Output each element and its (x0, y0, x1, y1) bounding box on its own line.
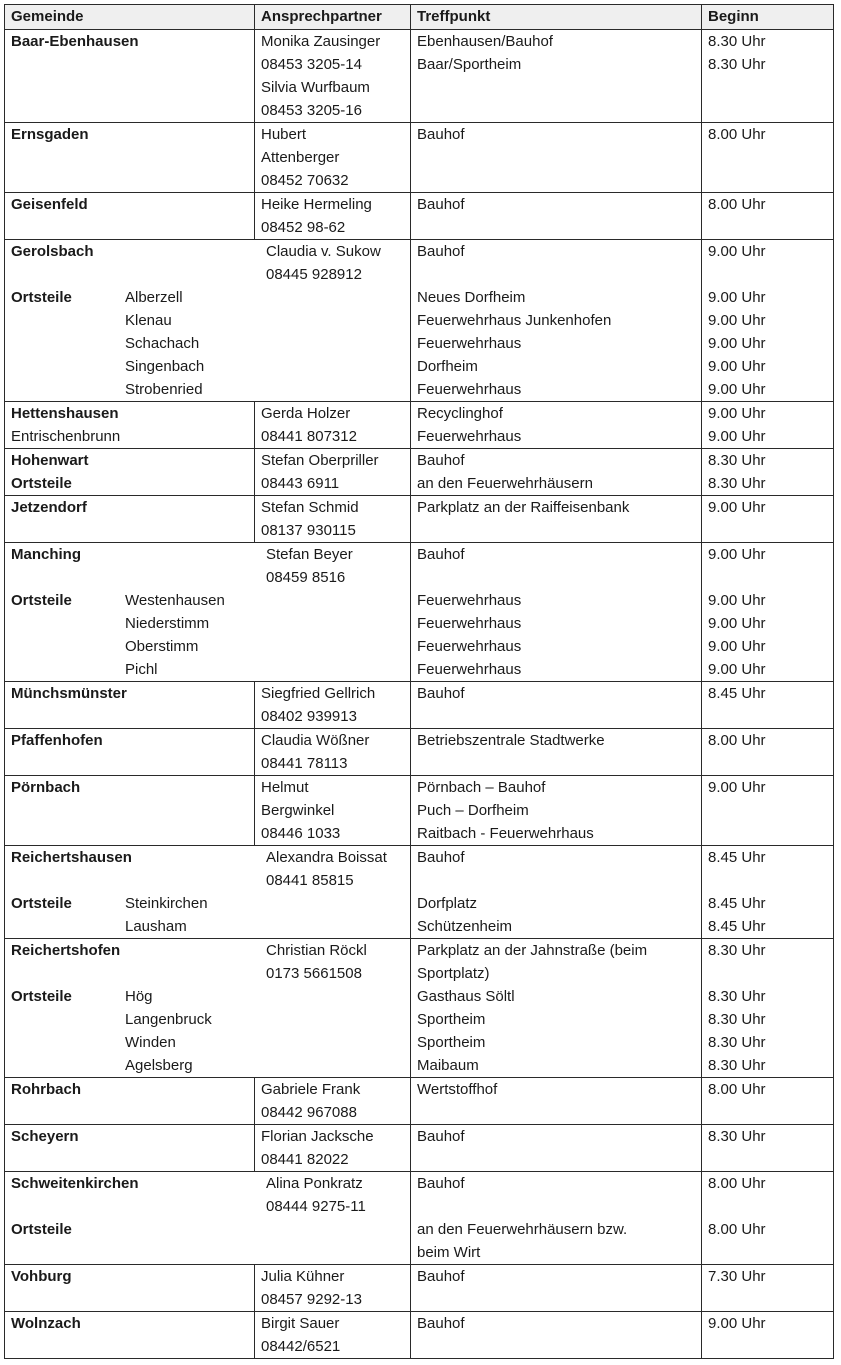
beginn-time: 8.30 Uhr (708, 1128, 766, 1145)
beginn-time: 9.00 Uhr (708, 615, 766, 632)
beginn-time: 9.00 Uhr (708, 546, 766, 563)
beginn-time: 9.00 Uhr (708, 428, 766, 445)
treffpunkt: Wertstoffhof (417, 1081, 498, 1098)
gemeinde-name: Hohenwart (11, 452, 89, 469)
table-row (5, 1077, 833, 1124)
gemeinde-name: Baar-Ebenhausen (11, 33, 139, 50)
ortsteil-name: Winden (125, 1034, 176, 1051)
beginn-time: 9.00 Uhr (708, 661, 766, 678)
treffpunkt: Bauhof (417, 1175, 465, 1192)
treffpunkt: Feuerwehrhaus (417, 615, 522, 632)
treffpunkt: Betriebszentrale Stadtwerke (417, 732, 605, 749)
contact-phone: 08446 1033 (261, 825, 341, 842)
beginn-time: 9.00 Uhr (708, 638, 766, 655)
table-row (5, 681, 833, 728)
gemeinde-name: Pfaffenhofen (11, 732, 103, 749)
beginn-time: 9.00 Uhr (708, 381, 766, 398)
treffpunkt: Neues Dorfheim (417, 289, 526, 306)
contact-name: Monika Zausinger (261, 33, 381, 50)
ortsteil-name: Niederstimm (125, 615, 210, 632)
beginn-time: 8.30 Uhr (708, 452, 766, 469)
table-row (5, 192, 833, 239)
table-row (5, 1264, 833, 1311)
ortsteile-label: Ortsteile (11, 592, 72, 609)
treffpunkt: Feuerwehrhaus (417, 381, 522, 398)
treffpunkt: Bauhof (417, 685, 465, 702)
gemeinde-name: Pörnbach (11, 779, 81, 796)
treffpunkt: Feuerwehrhaus (417, 661, 522, 678)
contact-phone: 08441 82022 (261, 1151, 349, 1168)
beginn-time: 9.00 Uhr (708, 243, 766, 260)
gemeinde-name: Manching (11, 546, 81, 563)
contact-name: Stefan Beyer (266, 546, 353, 563)
contact-phone: 08402 939913 (261, 708, 357, 725)
gemeinde-name: Geisenfeld (11, 196, 88, 213)
contact-name: Alexandra Boissat (266, 849, 387, 866)
beginn-time: 8.45 Uhr (708, 918, 766, 935)
treffpunkt: Feuerwehrhaus Junkenhofen (417, 312, 612, 329)
treffpunkt: Feuerwehrhaus (417, 592, 522, 609)
treffpunkt: Dorfheim (417, 358, 478, 375)
contact-name: Heike Hermeling (261, 196, 372, 213)
contact-phone: 08453 3205-16 (261, 102, 362, 119)
treffpunkt: Feuerwehrhaus (417, 638, 522, 655)
ortsteil-name: Pichl (125, 661, 158, 678)
contact-name: Claudia Wößner (261, 732, 370, 749)
beginn-time: 9.00 Uhr (708, 779, 766, 796)
beginn-time: 9.00 Uhr (708, 335, 766, 352)
ortsteil-name: Steinkirchen (125, 895, 208, 912)
beginn-time: 8.00 Uhr (708, 126, 766, 143)
contact-name: Christian Röckl (266, 942, 367, 959)
beginn-time: 8.45 Uhr (708, 685, 766, 702)
table-row (5, 1171, 833, 1264)
beginn-time: 8.30 Uhr (708, 988, 766, 1005)
beginn-time: 8.30 Uhr (708, 1011, 766, 1028)
treffpunkt: Recyclinghof (417, 405, 503, 422)
beginn-time: 8.00 Uhr (708, 1221, 766, 1238)
beginn-time: 8.30 Uhr (708, 33, 766, 50)
treffpunkt: Schützenheim (417, 918, 513, 935)
contact-name: Claudia v. Sukow (266, 243, 381, 260)
beginn-time: 9.00 Uhr (708, 312, 766, 329)
gemeinde-name: Wolnzach (11, 1315, 81, 1332)
ortsteile-label: Ortsteile (11, 988, 72, 1005)
contact-phone: 08442/6521 (261, 1338, 341, 1355)
treffpunkt: Sportheim (417, 1034, 486, 1051)
treffpunkt: Dorfplatz (417, 895, 478, 912)
contact-phone: 08453 3205-14 (261, 56, 362, 73)
contact-name: Siegfried Gellrich (261, 685, 376, 702)
gemeinde-name: Scheyern (11, 1128, 79, 1145)
contact-name: Florian Jacksche (261, 1128, 374, 1145)
contact-name: Helmut (261, 779, 309, 796)
cleanup-schedule-table (4, 4, 834, 1359)
gemeinde-name: Gerolsbach (11, 243, 94, 260)
table-row (5, 938, 833, 1077)
header-ansprechpartner: Ansprechpartner (254, 5, 410, 29)
gemeinde-name: Rohrbach (11, 1081, 82, 1098)
beginn-time: 8.30 Uhr (708, 942, 766, 959)
treffpunkt: Bauhof (417, 546, 465, 563)
treffpunkt: Parkplatz an der Raiffeisenbank (417, 499, 630, 516)
treffpunkt: Bauhof (417, 452, 465, 469)
treffpunkt: beim Wirt (417, 1244, 481, 1261)
contact-name: Alina Ponkratz (266, 1175, 363, 1192)
table-row (5, 239, 833, 401)
treffpunkt: Ebenhausen/Bauhof (417, 33, 553, 50)
treffpunkt: Sportplatz) (417, 965, 490, 982)
contact-phone: 08445 928912 (266, 266, 362, 283)
beginn-time: 7.30 Uhr (708, 1268, 766, 1285)
contact-phone: 08443 6911 (261, 475, 340, 492)
beginn-time: 9.00 Uhr (708, 499, 766, 516)
beginn-time: 8.30 Uhr (708, 1034, 766, 1051)
beginn-time: 9.00 Uhr (708, 358, 766, 375)
gemeinde-name: Münchsmünster (11, 685, 127, 702)
ortsteil-name: Hög (125, 988, 153, 1005)
treffpunkt: Parkplatz an der Jahnstraße (beim (417, 942, 648, 959)
ortsteil-name: Lausham (125, 918, 187, 935)
treffpunkt: Baar/Sportheim (417, 56, 522, 73)
table-row (5, 495, 833, 542)
treffpunkt: Feuerwehrhaus (417, 428, 522, 445)
contact-name: Gerda Holzer (261, 405, 351, 422)
beginn-time: 9.00 Uhr (708, 289, 766, 306)
table-row (5, 728, 833, 775)
ortsteil-name: Westenhausen (125, 592, 225, 609)
beginn-time: 9.00 Uhr (708, 405, 766, 422)
table-row (5, 542, 833, 681)
beginn-time: 8.00 Uhr (708, 1081, 766, 1098)
gemeinde-name: Vohburg (11, 1268, 72, 1285)
treffpunkt: Maibaum (417, 1057, 479, 1074)
treffpunkt: Pörnbach – Bauhof (417, 779, 546, 796)
contact-phone: 08441 78113 (261, 755, 348, 772)
table-header (5, 5, 833, 29)
contact-phone: 08452 98-62 (261, 219, 346, 236)
table-row (5, 775, 833, 845)
treffpunkt: Bauhof (417, 1128, 465, 1145)
gemeinde-name: Reichertshofen (11, 942, 121, 959)
header-gemeinde: Gemeinde (11, 8, 84, 25)
contact-phone: 08452 70632 (261, 172, 349, 189)
treffpunkt: Bauhof (417, 849, 465, 866)
table-row (5, 122, 833, 192)
table-row (5, 401, 833, 448)
contact-name: Stefan Oberpriller (261, 452, 379, 469)
treffpunkt: Bauhof (417, 1268, 465, 1285)
treffpunkt: Sportheim (417, 1011, 486, 1028)
ortsteile-label: Ortsteile (11, 895, 72, 912)
treffpunkt: Puch – Dorfheim (417, 802, 529, 819)
contact-phone: 08444 9275-11 (266, 1198, 366, 1215)
gemeinde-name: Hettenshausen (11, 405, 119, 422)
beginn-time: 9.00 Uhr (708, 592, 766, 609)
ortsteile-label: Ortsteile (11, 1221, 72, 1238)
contact-phone: 08457 9292-13 (261, 1291, 362, 1308)
header-treffpunkt: Treffpunkt (410, 5, 701, 29)
beginn-time: 8.30 Uhr (708, 1057, 766, 1074)
beginn-time: 8.00 Uhr (708, 1175, 766, 1192)
ortsteil-name: Klenau (125, 312, 172, 329)
treffpunkt: Raitbach - Feuerwehrhaus (417, 825, 594, 842)
beginn-time: 9.00 Uhr (708, 1315, 766, 1332)
beginn-time: 8.30 Uhr (708, 56, 766, 73)
ortsteile-label: Ortsteile (11, 475, 72, 492)
contact-name: Hubert (261, 126, 307, 143)
ortsteil-name: Strobenried (125, 381, 203, 398)
contact-name: Birgit Sauer (261, 1315, 340, 1332)
beginn-time: 8.00 Uhr (708, 196, 766, 213)
table-row (5, 1311, 833, 1358)
contact-phone: 08441 807312 (261, 428, 357, 445)
beginn-time: 8.45 Uhr (708, 895, 766, 912)
treffpunkt: Bauhof (417, 196, 465, 213)
gemeinde-name: Reichertshausen (11, 849, 132, 866)
beginn-time: 8.30 Uhr (708, 475, 766, 492)
contact-name: Julia Kühner (261, 1268, 345, 1285)
table-row (5, 448, 833, 495)
contact-name: Stefan Schmid (261, 499, 359, 516)
beginn-time: 8.45 Uhr (708, 849, 766, 866)
treffpunkt: an den Feuerwehrhäusern bzw. (417, 1221, 628, 1238)
ortsteil-name: Langenbruck (125, 1011, 212, 1028)
ortsteil-name: Alberzell (125, 289, 183, 306)
table-row (5, 29, 833, 122)
treffpunkt: Bauhof (417, 243, 465, 260)
ortsteile-label: Ortsteile (11, 289, 72, 306)
ortsteil-name: Oberstimm (125, 638, 199, 655)
contact-name: Attenberger (261, 149, 340, 166)
ortsteil-name: Singenbach (125, 358, 205, 375)
contact-name: Bergwinkel (261, 802, 335, 819)
treffpunkt: Bauhof (417, 126, 465, 143)
table-row (5, 1124, 833, 1171)
contact-phone: 08459 8516 (266, 569, 346, 586)
beginn-time: 8.00 Uhr (708, 732, 766, 749)
table-row (5, 845, 833, 938)
gemeinde-name: Schweitenkirchen (11, 1175, 139, 1192)
treffpunkt: an den Feuerwehrhäusern (417, 475, 593, 492)
treffpunkt: Feuerwehrhaus (417, 335, 522, 352)
treffpunkt: Gasthaus Söltl (417, 988, 515, 1005)
contact-phone: 08442 967088 (261, 1104, 357, 1121)
contact-phone: 08441 85815 (266, 872, 354, 889)
gemeinde-name: Jetzendorf (11, 499, 87, 516)
ortsteil-name: Schachach (125, 335, 200, 352)
contact-name: Gabriele Frank (261, 1081, 361, 1098)
treffpunkt: Bauhof (417, 1315, 465, 1332)
contact-name: Silvia Wurfbaum (261, 79, 370, 96)
gemeinde-name: Ernsgaden (11, 126, 89, 143)
contact-phone: 08137 930115 (261, 522, 356, 539)
gemeinde-subname: Entrischenbrunn (11, 428, 121, 445)
ortsteil-name: Agelsberg (125, 1057, 193, 1074)
contact-phone: 0173 5661508 (266, 965, 362, 982)
header-beginn: Beginn (701, 5, 835, 29)
